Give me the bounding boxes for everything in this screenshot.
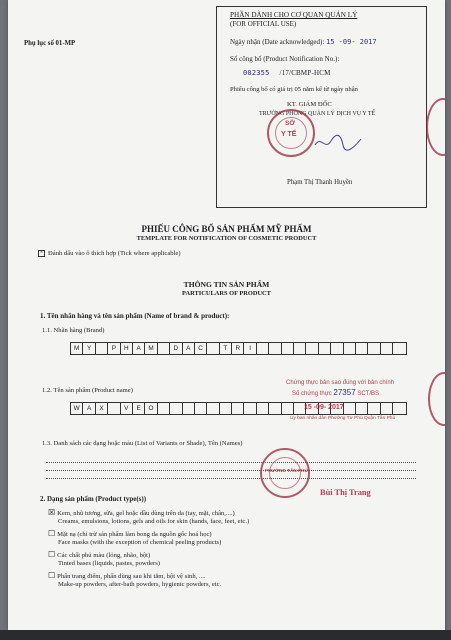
tick-note-box-icon: × <box>39 250 44 256</box>
product-type-option[interactable] <box>48 529 212 539</box>
annex-label: Phụ lục số 01-MP <box>24 40 76 47</box>
official-seal-icon <box>267 109 315 157</box>
section-title-en: PARTICULARS OF PRODUCT <box>182 290 271 297</box>
letter-cell <box>282 403 294 414</box>
letter-cell <box>294 343 306 354</box>
document-title-en: TEMPLATE FOR NOTIFICATION OF COSMETIC PRODUCT <box>136 235 317 242</box>
official-use-box <box>216 6 427 208</box>
signer-name: Phạm Thị Thanh Huyền <box>287 179 353 186</box>
letter-cell <box>220 403 232 414</box>
letter-cell: H <box>121 343 133 354</box>
letter-cell <box>108 403 120 414</box>
letter-cell <box>356 403 368 414</box>
item-1-2-label: 1.2. Tên sản phẩm (Product name) <box>42 387 133 394</box>
product-cells-row <box>70 402 407 415</box>
checkbox-icon[interactable]: ☐ <box>48 529 56 538</box>
bottom-edge <box>0 630 451 640</box>
product-type-label: Mặt nạ (chỉ trừ sản phẩm làm bong da nguồn gốc hoá học) <box>57 531 212 538</box>
notification-number-label: Số công bố (Product Notification No.): <box>230 55 340 63</box>
date-acknowledged-label: Ngày nhận (Date acknowledged): <box>230 38 325 46</box>
letter-cell <box>158 343 170 354</box>
seal-text-2: Y TẾ <box>281 131 297 138</box>
letter-cell <box>269 343 281 354</box>
letter-cell: C <box>195 343 207 354</box>
certify-seal-text: PHƯỜNG TÂN PHÚ <box>265 468 308 473</box>
letter-cell <box>393 343 405 354</box>
letter-cell: A <box>183 343 195 354</box>
letter-cell <box>96 343 108 354</box>
letter-cell: D <box>170 343 182 354</box>
product-type-option[interactable] <box>48 571 206 581</box>
product-type-label-en: Make-up powders, after-bath powders, hygienic powders, etc. <box>58 581 222 588</box>
letter-cell <box>244 403 256 414</box>
letter-cell <box>269 403 281 414</box>
letter-cell: V <box>121 403 133 414</box>
section-title: THÔNG TIN SẢN PHẨM <box>183 280 270 289</box>
letter-cell <box>319 343 331 354</box>
certify-office: Ủy ban nhân dân Phường Tư Phú Quận Tân Phú <box>290 416 396 421</box>
certify-seal-icon <box>260 448 310 498</box>
letter-cell: E <box>133 403 145 414</box>
date-acknowledged-value: 15 -09- 2017 <box>326 38 377 46</box>
product-type-label-en: Tinted bases (liquids, pastes, powders) <box>58 560 160 567</box>
letter-cell <box>183 403 195 414</box>
item-1-3-label: 1.3. Danh sách các dạng hoặc màu (List of Variants or Shade), Tên (Names) <box>42 440 243 447</box>
product-type-label: Phấn trang điểm, phấn dùng sau khi tắm, bột vệ sinh, .... <box>57 573 206 580</box>
letter-cell: M <box>71 343 83 354</box>
letter-cell: O <box>145 403 157 414</box>
edge-seal-icon <box>426 98 445 156</box>
letter-cell <box>393 403 405 414</box>
letter-cell <box>257 343 269 354</box>
edge-seal-icon-lower <box>428 372 445 426</box>
tick-note: × Đánh dấu vào ô thích hợp (Tick where applicable) <box>39 250 181 258</box>
product-type-label: Kem, nhũ tương, sữa, gel hoặc dầu dùng trên da (tay, mặt, chân,....) <box>57 510 235 517</box>
letter-cell: R <box>232 343 244 354</box>
item-1-1-label: 1.1. Nhãn hàng (Brand) <box>42 327 105 334</box>
validity-note: Phiếu công bố có giá trị 05 năm kể từ ngày nhận <box>230 86 358 93</box>
product-type-label-en: Creams, emulsions, lotions, gels and oils for skin (hands, face, feet, etc.) <box>58 518 250 525</box>
letter-cell <box>282 343 294 354</box>
letter-cell <box>344 343 356 354</box>
variant-line-3 <box>46 478 416 479</box>
product-type-option[interactable] <box>48 508 235 518</box>
certify-book-suffix: SCT/BS <box>357 391 379 397</box>
signer-title: KT. GIÁM ĐỐC <box>287 101 332 108</box>
certify-line: Chứng thực bản sao đúng với bản chính <box>286 380 395 386</box>
letter-cell <box>368 343 380 354</box>
document-title: PHIẾU CÔNG BỐ SẢN PHẨM MỸ PHẨM <box>141 224 312 234</box>
seal-text-1: SỞ <box>285 120 295 127</box>
letter-cell <box>257 403 269 414</box>
letter-cell: Y <box>83 343 95 354</box>
letter-cell <box>331 343 343 354</box>
letter-cell: A <box>83 403 95 414</box>
variant-line-1 <box>46 462 416 463</box>
document-page <box>8 0 445 630</box>
letter-cell <box>344 403 356 414</box>
letter-cell <box>195 403 207 414</box>
letter-cell: X <box>96 403 108 414</box>
notification-number-suffix: /17/CBMP-HCM <box>279 69 331 77</box>
item-2-heading: 2. Dạng sản phẩm (Product type(s)) <box>40 495 147 503</box>
letter-cell: P <box>108 343 120 354</box>
letter-cell: W <box>71 403 83 414</box>
letter-cell <box>170 403 182 414</box>
letter-cell: I <box>244 343 256 354</box>
certify-book-label: Số chứng thực <box>292 391 332 397</box>
letter-cell <box>356 343 368 354</box>
letter-cell <box>381 343 393 354</box>
letter-cell: M <box>145 343 157 354</box>
notification-number-value: 002355 <box>243 69 270 77</box>
product-type-label-en: Face masks (with the exception of chemical peeling products) <box>58 539 222 546</box>
product-type-option[interactable] <box>48 550 150 560</box>
product-type-label: Các chất phủ màu (lỏng, nhão, bột) <box>57 552 151 559</box>
brand-cells-row <box>70 342 407 355</box>
letter-cell <box>306 343 318 354</box>
checkbox-icon[interactable]: ☐ <box>48 550 56 559</box>
letter-cell: T <box>220 343 232 354</box>
letter-cell <box>207 343 219 354</box>
official-signature-icon <box>313 131 363 153</box>
certify-book-value: 27357 <box>333 388 356 397</box>
certify-date: 15 -09- 2017 <box>304 404 344 411</box>
official-heading-en: (FOR OFFICIAL USE) <box>230 20 297 28</box>
official-heading: PHẦN DÀNH CHO CƠ QUAN QUẢN LÝ <box>230 11 358 19</box>
certify-signer: Bùi Thị Trang <box>320 488 371 497</box>
item-1-heading: 1. Tên nhãn hàng và tên sản phẩm (Name of brand & product): <box>40 312 230 320</box>
letter-cell: A <box>133 343 145 354</box>
letter-cell <box>158 403 170 414</box>
letter-cell <box>368 403 380 414</box>
letter-cell <box>207 403 219 414</box>
variant-line-2 <box>46 470 416 471</box>
checkbox-icon[interactable]: ☐ <box>48 571 56 580</box>
checkbox-icon[interactable]: ☒ <box>48 508 56 517</box>
letter-cell <box>381 403 393 414</box>
signer-office: TRƯỞNG PHÒNG QUẢN LÝ DỊCH VỤ Y TẾ <box>259 111 376 117</box>
letter-cell <box>232 403 244 414</box>
